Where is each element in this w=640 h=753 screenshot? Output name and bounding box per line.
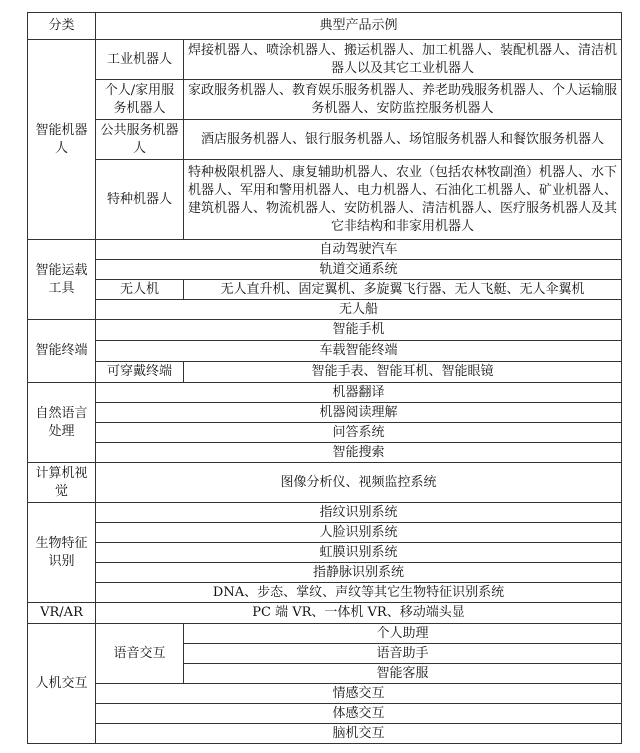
example-cell: DNA、步态、掌纹、声纹等其它生物特征识别系统 (96, 583, 622, 603)
subcategory-cell: 个人/家用服务机器人 (96, 80, 184, 120)
example-cell: 虹膜识别系统 (96, 543, 622, 563)
example-cell: 酒店服务机器人、银行服务机器人、场馆服务机器人和餐饮服务机器人 (184, 120, 622, 160)
category-cell: 智能运载工具 (28, 240, 96, 320)
subcategory-cell: 公共服务机器人 (96, 120, 184, 160)
example-cell: 问答系统 (96, 423, 622, 443)
example-cell: 智能手表、智能耳机、智能眼镜 (184, 362, 622, 383)
subcategory-cell: 可穿戴终端 (96, 362, 184, 383)
category-cell: 生物特征识别 (28, 503, 96, 603)
example-cell: PC 端 VR、一体机 VR、移动端头显 (96, 603, 622, 624)
example-cell: 家政服务机器人、教育娱乐服务机器人、养老助残服务机器人、个人运输服务机器人、安防监控服务机器人 (184, 80, 622, 120)
example-cell: 轨道交通系统 (96, 260, 622, 280)
example-cell: 指静脉识别系统 (96, 563, 622, 583)
category-cell: 自然语言处理 (28, 383, 96, 463)
example-cell: 脑机交互 (96, 724, 622, 744)
category-cell: 计算机视觉 (28, 463, 96, 503)
example-cell: 无人直升机、固定翼机、多旋翼飞行器、无人飞艇、无人伞翼机 (184, 280, 622, 300)
example-cell: 焊接机器人、喷涂机器人、搬运机器人、加工机器人、装配机器人、清洁机器人以及其它工业机器人 (184, 40, 622, 80)
example-cell: 机器翻译 (96, 383, 622, 403)
subcategory-cell: 特种机器人 (96, 160, 184, 240)
subcategory-cell: 语音交互 (96, 624, 184, 684)
example-cell: 个人助理 (184, 624, 622, 644)
category-cell: VR/AR (28, 603, 96, 624)
header-category: 分类 (28, 13, 96, 40)
example-cell: 人脸识别系统 (96, 523, 622, 543)
subcategory-cell: 无人机 (96, 280, 184, 300)
header-examples: 典型产品示例 (96, 13, 622, 40)
example-cell: 指纹识别系统 (96, 503, 622, 523)
category-cell: 人机交互 (28, 624, 96, 744)
example-cell: 自动驾驶汽车 (96, 240, 622, 260)
example-cell: 语音助手 (184, 644, 622, 664)
example-cell: 智能搜索 (96, 443, 622, 463)
category-cell: 智能终端 (28, 320, 96, 383)
example-cell: 特种极限机器人、康复辅助机器人、农业（包括农林牧副渔）机器人、水下机器人、军用和警用机器人、电力机器人、石油化工机器人、矿业机器人、建筑机器人、物流机器人、安防机器人、清洁机器人、医疗服务机器人及其它非结构和非家用机器人 (184, 160, 622, 240)
example-cell: 情感交互 (96, 684, 622, 704)
example-cell: 图像分析仪、视频监控系统 (96, 463, 622, 503)
example-cell: 体感交互 (96, 704, 622, 724)
example-cell: 智能客服 (184, 664, 622, 684)
example-cell: 车载智能终端 (96, 341, 622, 362)
category-cell: 智能机器人 (28, 40, 96, 240)
example-cell: 机器阅读理解 (96, 403, 622, 423)
product-table (27, 12, 622, 744)
example-cell: 智能手机 (96, 320, 622, 341)
example-cell: 无人船 (96, 300, 622, 320)
subcategory-cell: 工业机器人 (96, 40, 184, 80)
